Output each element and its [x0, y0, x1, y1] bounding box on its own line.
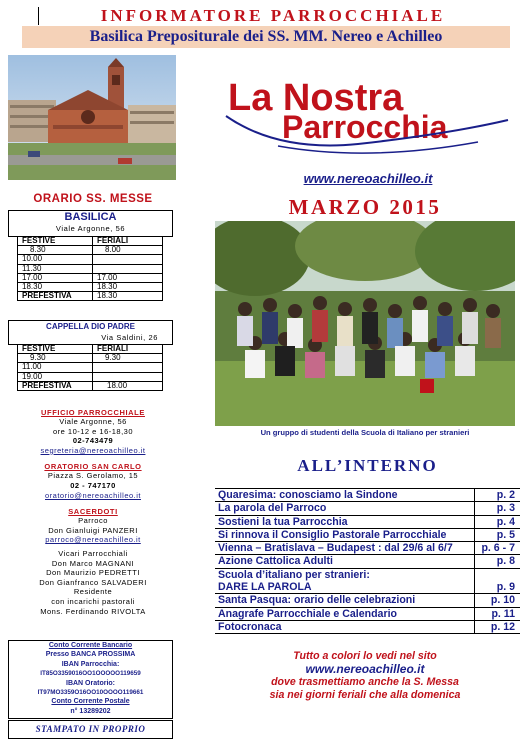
time-cell: 18.30 [18, 283, 93, 292]
toc-item-title: Vienna – Bratislava – Budapest : dal 29/6 al 6/7 [215, 542, 475, 555]
closing-line: Tutto a colori lo vedi nel sito [293, 650, 437, 662]
time-cell [93, 255, 163, 264]
oratorio-phone: 02 - 747170 [70, 480, 116, 490]
toc-row[interactable] [215, 542, 520, 555]
time-cell: 17.00 [18, 273, 93, 282]
table-row [18, 372, 163, 381]
toc-item-page: p. 4 [475, 515, 520, 528]
iban-oratorio: IT97MO3359O16OO10OOOO119661 [37, 689, 144, 697]
toc-row[interactable] [215, 528, 520, 541]
ufficio-hours: ore 10-12 e 16-18,30 [52, 426, 134, 436]
cappella-schedule-table [17, 344, 163, 391]
time-cell: 8.30 [18, 246, 93, 255]
time-cell: 10.00 [18, 255, 93, 264]
toc-item-title: Scuola d’italiano per stranieri: [218, 568, 370, 581]
toc-heading: ALL’INTERNO [297, 456, 438, 475]
time-cell: 18.30 [93, 292, 163, 301]
toc-table [215, 488, 520, 634]
logo-line-1: La Nostra [228, 77, 404, 119]
website-link[interactable]: www.nereoachilleo.it [303, 171, 433, 186]
ufficio-email-link[interactable]: segreteria@nereoachilleo.it [40, 445, 146, 455]
residente-label: Residente [73, 587, 113, 597]
toc-item-title: Azione Cattolica Adulti [215, 555, 475, 568]
time-cell [93, 264, 163, 273]
time-cell [93, 363, 163, 372]
toc-item-title: Fotocronaca [215, 620, 475, 633]
toc-item-title: Anagrafe Parrocchiale e Calendario [215, 607, 475, 620]
ufficio-address: Viale Argonne, 56 [59, 417, 127, 426]
newsletter-title: INFORMATORE PARROCCHIALE [100, 6, 446, 25]
toc-item-title: Si rinnova il Consiglio Pastorale Parrocchiale [215, 528, 475, 541]
basilica-header-box [8, 210, 173, 237]
time-cell: 8.00 [93, 246, 163, 255]
residente-name: Mons. Ferdinando RIVOLTA [40, 606, 146, 616]
vicario-name: Don Marco MAGNANI [51, 558, 135, 568]
table-row [18, 264, 163, 273]
toc-row[interactable] [215, 502, 520, 515]
printed-note: STAMPATO IN PROPRIO [35, 724, 146, 734]
time-cell: 11.00 [18, 363, 93, 372]
toc-item-page: p. 5 [475, 528, 520, 541]
time-cell: 19.00 [18, 372, 93, 381]
toc-item-page: p. 11 [475, 607, 520, 620]
closing-website-link[interactable]: www.nereoachilleo.it [305, 662, 425, 676]
toc-row[interactable] [215, 515, 520, 528]
residente-note: con incarichi pastorali [51, 596, 135, 606]
time-cell [93, 372, 163, 381]
contacts-block [8, 408, 178, 616]
closing-line: sia nei giorni feriali che alla domenica [269, 689, 461, 701]
toc-row[interactable] [215, 555, 520, 568]
time-cell: 18.30 [93, 283, 163, 292]
toc-row[interactable] [215, 581, 520, 594]
bank-info-box [8, 640, 173, 719]
bank-line: Conto Corrente Bancario [48, 642, 133, 649]
toc-row[interactable] [215, 607, 520, 620]
toc-item-page: p. 9 [475, 581, 520, 594]
bank-line: Conto Corrente Postale [51, 698, 130, 706]
basilica-name: BASILICA [64, 211, 117, 223]
table-row [18, 255, 163, 264]
table-row [18, 292, 163, 301]
bank-line: IBAN Oratorio: [66, 679, 115, 687]
students-group-photo [215, 221, 515, 426]
mass-schedule-title: ORARIO SS. MESSE [33, 193, 153, 205]
newsletter-logo [218, 72, 514, 164]
toc-item-page: p. 6 - 7 [475, 542, 520, 555]
toc-row[interactable] [215, 620, 520, 633]
toc-row[interactable] [215, 489, 520, 502]
basilica-address: Viale Argonne, 56 [55, 224, 126, 233]
time-cell: 17.00 [93, 273, 163, 282]
table-row [18, 381, 163, 390]
festive-header: FESTIVE [18, 237, 93, 246]
oratorio-heading: ORATORIO SAN CARLO [44, 462, 142, 472]
toc-item-title: DARE LA PAROLA [215, 581, 475, 594]
ufficio-phone: 02-743479 [72, 436, 114, 446]
ufficio-heading: UFFICIO PARROCCHIALE [41, 408, 145, 417]
parroco-name: Don Gianluigi PANZERI [48, 525, 138, 535]
prefestiva-label: PREFESTIVA [18, 292, 93, 301]
iban-parrocchia: IT85O3359016OO1OOOOO119659 [40, 670, 141, 678]
time-cell: 9.30 [18, 354, 93, 363]
festive-header: FESTIVE [18, 345, 93, 354]
vicari-label: Vicari Parrocchiali [58, 548, 128, 558]
bank-line: Presso BANCA PROSSIMA [45, 651, 136, 659]
newsletter-subtitle: Basilica Prepositurale dei SS. MM. Nereo e Achilleo [22, 26, 510, 48]
printed-note-box [8, 720, 173, 739]
table-row [18, 363, 163, 372]
toc-item-title: Santa Pasqua: orario delle celebrazioni [215, 594, 475, 607]
toc-row[interactable] [215, 568, 520, 581]
toc-item-page: p. 12 [475, 620, 520, 633]
time-cell: 18.00 [93, 381, 163, 390]
oratorio-address: Piazza S. Gerolamo, 15 [47, 471, 139, 481]
basilica-schedule-table [17, 236, 163, 301]
vicario-name: Don Maurizio PEDRETTI [46, 568, 140, 578]
toc-item-page: p. 8 [475, 555, 520, 568]
prefestiva-label: PREFESTIVA [18, 381, 93, 390]
closing-line: dove trasmettiamo anche la S. Messa [271, 676, 459, 688]
cappella-header-box [8, 320, 173, 345]
basilica-photo [8, 55, 176, 180]
toc-item-page: p. 3 [475, 502, 520, 515]
sacerdoti-heading: SACERDOTI [68, 507, 118, 517]
toc-item-page [475, 568, 520, 581]
cappella-name: CAPPELLA DIO PADRE [46, 322, 135, 331]
toc-item-page: p. 10 [475, 594, 520, 607]
postal-account: n° 13289202 [70, 707, 111, 715]
toc-item-title: Quaresima: conosciamo la Sindone [215, 489, 475, 502]
toc-row[interactable] [215, 594, 520, 607]
time-cell: 9.30 [93, 354, 163, 363]
parroco-email-link[interactable]: parroco@nereoachilleo.it [45, 535, 141, 545]
bank-line: IBAN Parrocchia: [61, 660, 120, 668]
photo-caption: Un gruppo di studenti della Scuola di Italiano per stranieri [260, 428, 470, 437]
time-cell: 11.30 [18, 264, 93, 273]
toc-item-page: p. 2 [475, 489, 520, 502]
logo-line-2: Parrocchia [282, 109, 448, 145]
vicario-name: Don Gianfranco SALVADERI [39, 577, 147, 587]
cappella-address: Via Saldini, 26 [101, 333, 158, 342]
issue-date: MARZO 2015 [288, 195, 442, 219]
toc-item-title: La parola del Parroco [215, 502, 475, 515]
feriali-header: FERIALI [93, 237, 163, 246]
toc-item-title: Sostieni la tua Parrocchia [215, 515, 475, 528]
parroco-label: Parroco [78, 516, 108, 526]
closing-note [215, 650, 515, 702]
oratorio-email-link[interactable]: oratorio@nereoachilleo.it [45, 490, 141, 500]
feriali-header: FERIALI [93, 345, 163, 354]
